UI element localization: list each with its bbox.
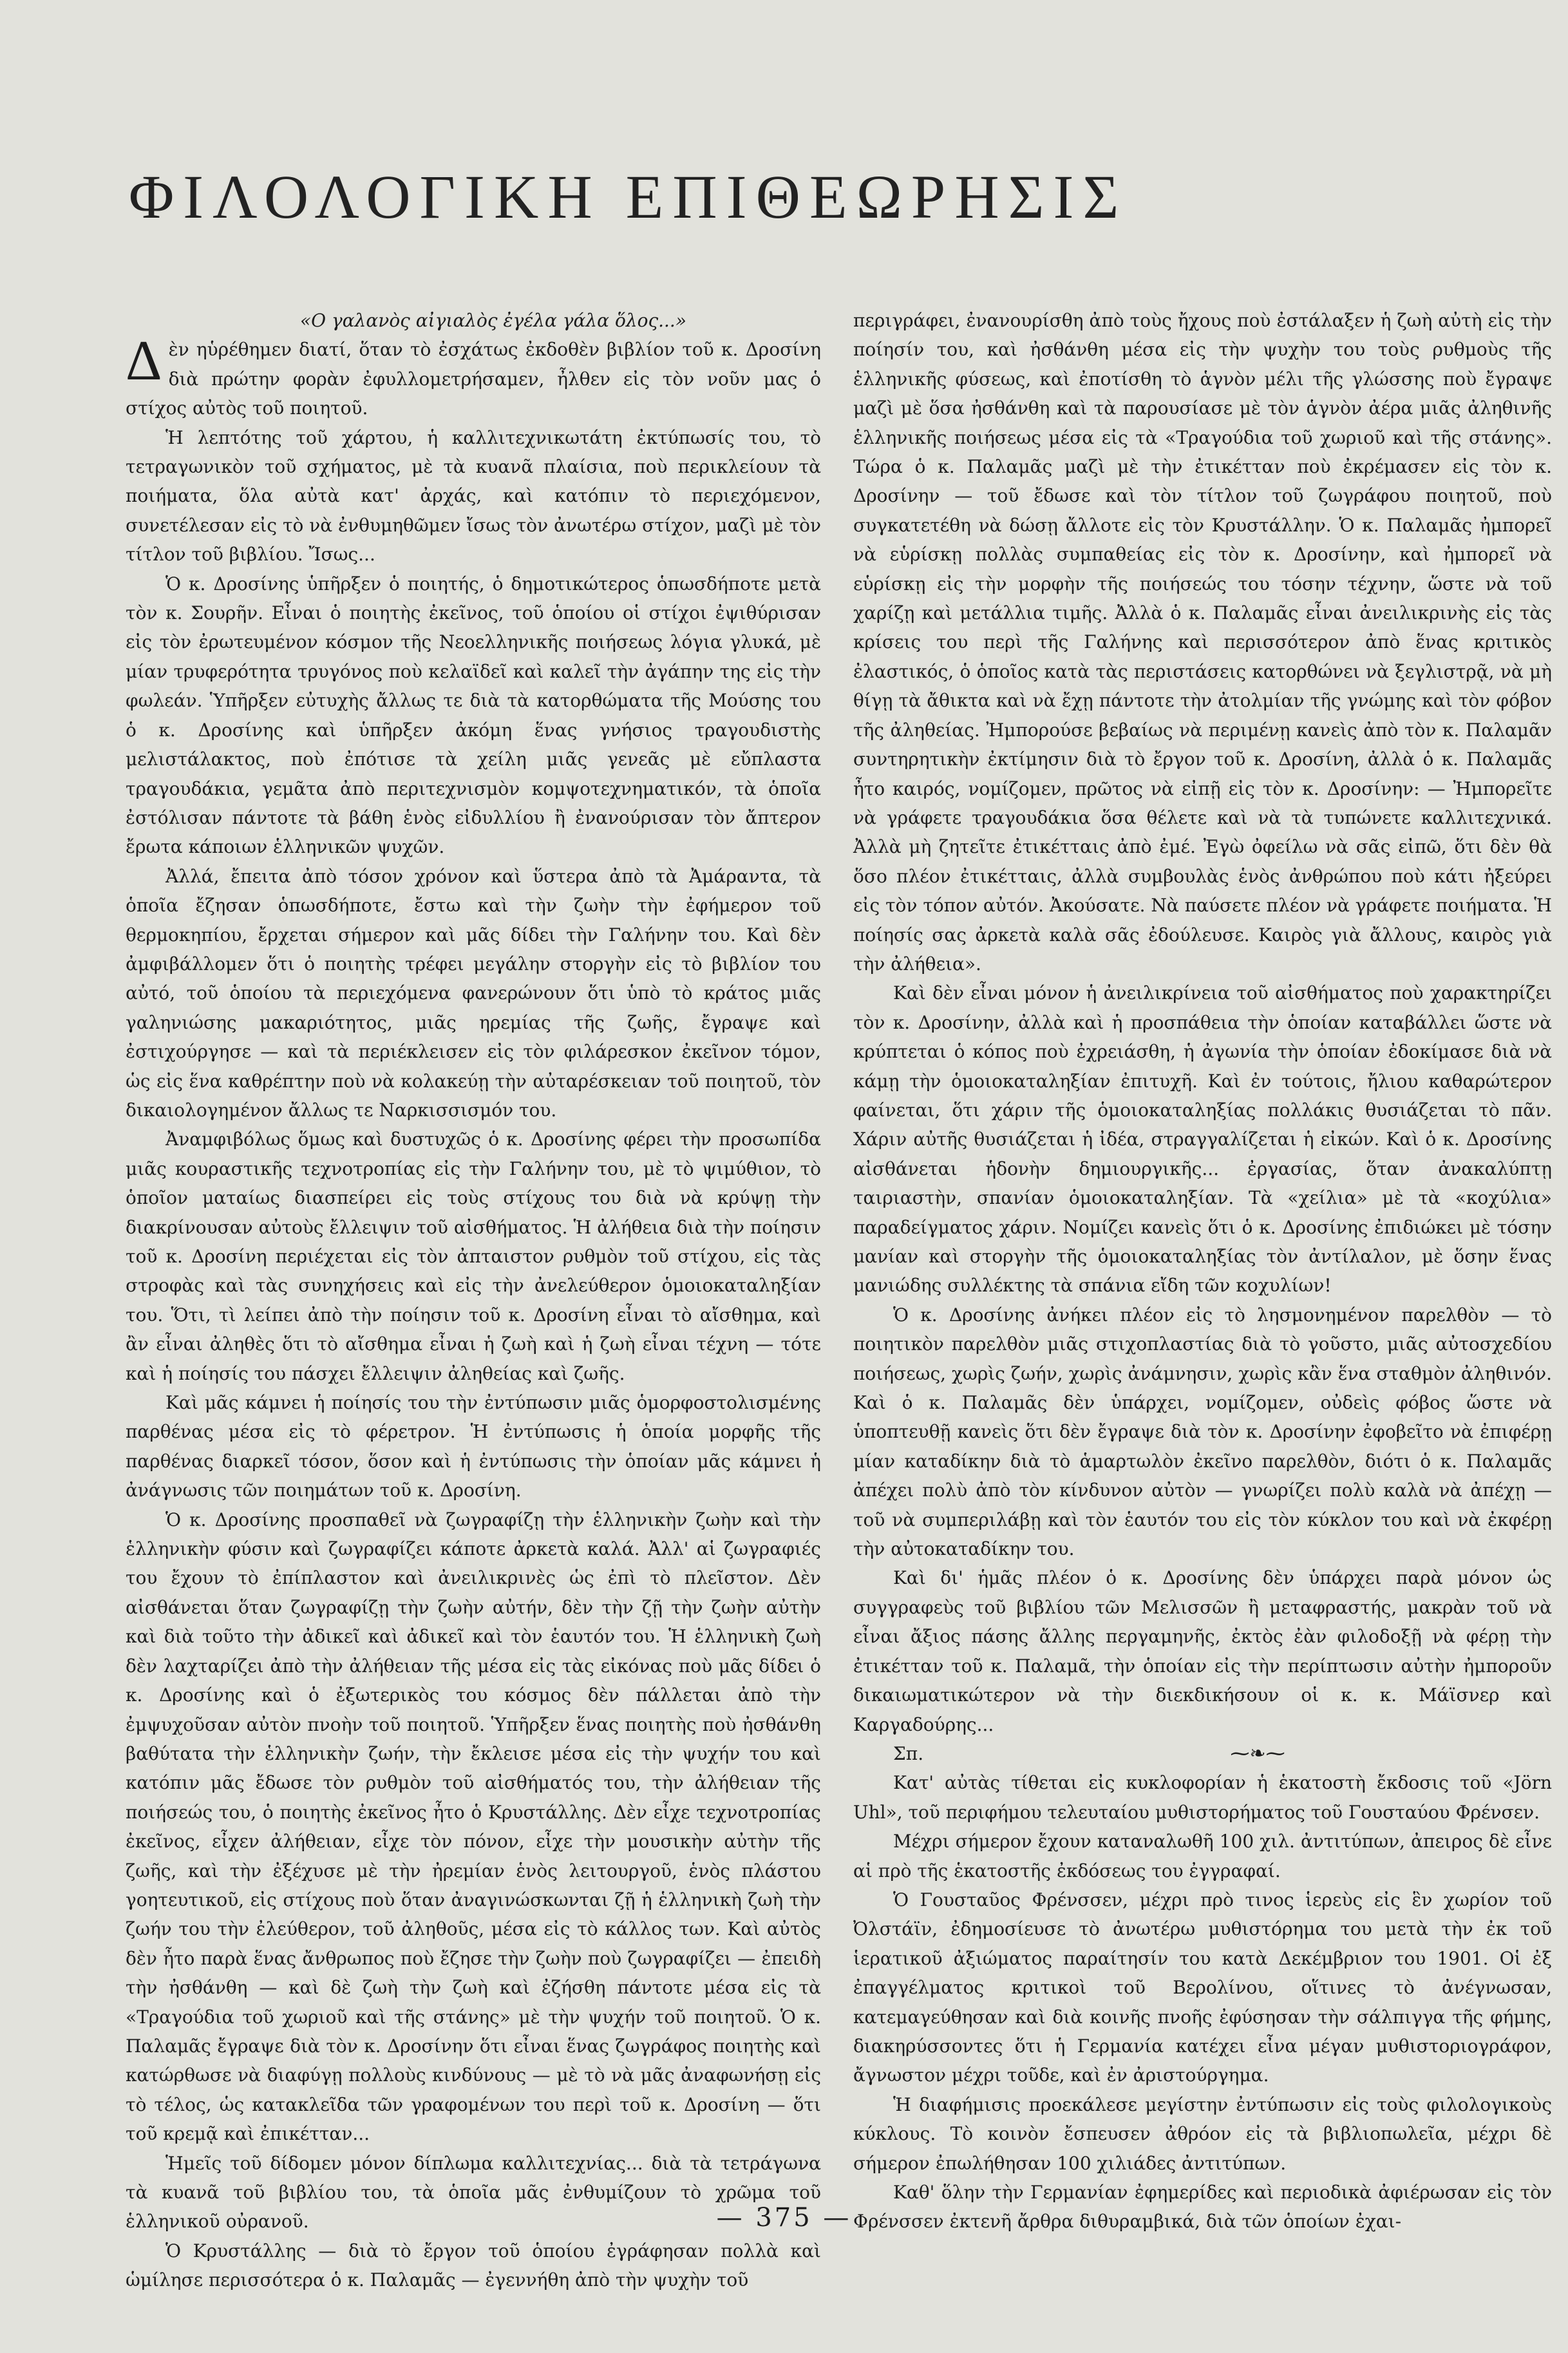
article-continued-paragraph-1: Καὶ δὲν εἶναι μόνον ἡ ἀνειλικρίνεια τοῦ αἰσθήματος ποὺ χαρακτηρίζει τὸν κ. Δροσίνην, ἀλλὰ καὶ ἡ προσπάθεια τὴν ὁποίαν καταβάλλει ὥστε νὰ κρύπτεται ὁ κόπος ποὺ ἐχρειάσθη, ἡ ἀγωνία τὴν ὁποίαν ἐδοκίμασε διὰ νὰ κάμῃ τὴν ὁμοιοκαταληξίαν ἐπιτυχῆ. Καὶ ἐν τούτοις, ἤλιου καθαρώτερον φαίνεται, ὅτι χάριν τῆς ὁμοιοκαταληξίας πολλάκις θυσιάζεται τὸ πᾶν. Χάριν αὐτῆς θυσιάζεται ἡ ἰδέα, στραγγαλίζεται ἡ εἰκών. Καὶ ὁ κ. Δροσίνης αἰσθάνεται ἡδονὴν δημιουργικῆς... ἐργασίας, ὅταν ἀνακαλύπτῃ ταιριαστὴν, σπανίαν ὁμοιοκαταληξίαν. Τὰ «χείλια» μὲ τὰ «κοχύλια» παραδείγματος χάριν. Νομίζει κανεὶς ὅτι ὁ κ. Δροσίνης ἐπιδιώκει μὲ τόσην μανίαν καὶ στοργὴν τῆς ὁμοιοκαταληξίας τὸν ἀντίλαλον, μὲ ὅσην ἕνας μανιώδης συλλέκτης τὰ σπάνια εἴδη τῶν κοχυλίων! [853, 982, 1552, 1297]
section-ornament: ⁓❧⁓ [1230, 1742, 1285, 1765]
article-paragraph-2: Ὁ κ. Δροσίνης ὑπῆρξεν ὁ ποιητής, ὁ δημοτικώτερος ὁπωσδήποτε μετὰ τὸν κ. Σουρῆν. Εἶναι ὁ ποιητὴς ἐκεῖνος, τοῦ ὁποίου οἱ στίχοι ἐψιθύρισαν εἰς τὸν ἐρωτευμένον κόσμον τῆς Νεοελληνικῆς ποιήσεως λόγια γλυκά, μὲ μίαν τρυφερότητα τρυγόνος ποὺ κελαϊδεῖ καὶ καλεῖ τὴν ἀγάπην της εἰς τὴν φωλεάν. Ὑπῆρξεν εὐτυχὴς ἄλλως τε διὰ τὰ κατορθώματα τῆς Μούσης του ὁ κ. Δροσίνης καὶ ὑπῆρξεν ἀκόμη ἕνας γνήσιος τραγουδιστὴς μελιστάλακτος, ποὺ ἐπότισε τὰ χείλη μιᾶς γενεᾶς μὲ εὔπλαστα τραγουδάκια, γεμᾶτα ἀπὸ περιτεχνισμὸν κομψοτεχνηματικόν, τὰ ὁποῖα ἐστόλισαν πάντοτε τὰ βάθη ἑνὸς εἰδυλλίου ἢ ἐνανούρισαν τὸν ἄπτερον ἔρωτα κάποιων ἑλληνικῶν ψυχῶν. [126, 573, 821, 858]
notice-paragraph-2: Ὁ Γουσταῦος Φρένσσεν, μέχρι πρὸ τινος ἱερεὺς εἰς ἓν χωρίον τοῦ Ὀλστάϊν, ἐδημοσίευσε τὸ ἀνωτέρω μυθιστόρημα του μετὰ τὴν ἐκ τοῦ ἱερατικοῦ ἀξιώματος παραίτησίν του κατὰ Δεκέμβριον του 1901. Οἱ ἐξ ἐπαγγέλματος κριτικοὶ τοῦ Βερολίνου, οἵτινες τὸ ἀνέγνωσαν, κατεμαγεύθησαν καὶ διὰ κοινῆς πνοῆς ἐφύσησαν τὴν σάλπιγγα τῆς φήμης, διακηρύσσοντες ὅτι ἡ Γερμανία κατέχει εἶνα μέγαν μυθιστοριογράφον, ἄγνωστον μέχρι τοῦδε, καὶ ἐν ἀριστούργημα. [853, 1889, 1552, 2086]
article-paragraph-3: Ἀλλά, ἔπειτα ἀπὸ τόσον χρόνον καὶ ὕστερα ἀπὸ τὰ Ἀμάραντα, τὰ ὁποῖα ἔζησαν ὁπωσδήποτε, ἔστω καὶ τὴν ζωὴν τὴν ἐφήμερον τοῦ θερμοκηπίου, ἔρχεται σήμερον καὶ μᾶς δίδει τὴν Γαλήνην του. Καὶ δὲν ἀμφιβάλλομεν ὅτι ὁ ποιητὴς τρέφει μεγάλην στοργὴν εἰς τὸ βιβλίον του αὐτό, τοῦ ὁποίου τὰ περιεχόμενα φανερώνουν ὅτι ὑπὸ τὸ κράτος μιᾶς γαληνιώσης μακαριότητος, μιᾶς ηρεμίας τῆς ζωῆς, ἔγραψε καὶ ἐστιχούργησε — καὶ τὰ περιέκλεισεν εἰς τὸν φιλάρεσκον ἐκεῖνον τόμον, ὡς εἰς ἕνα καθρέπτην ποὺ νὰ κολακεύῃ τὴν αὐταρέσκειαν τοῦ ποιητοῦ, τὸν δικαιολογημένον ἄλλως τε Ναρκισσισμόν του. [126, 865, 821, 1121]
notice-paragraph-3: Ἡ διαφήμισις προεκάλεσε μεγίστην ἐντύπωσιν εἰς τοὺς φιλολογικοὺς κύκλους. Τὸ κοινὸν ἔσπευσεν ἀθρόον εἰς τὰ βιβλιοπωλεῖα, μέχρι δὲ σήμερον ἐπωλήθησαν 100 χιλιάδες ἀντιτύπων. [853, 2093, 1552, 2174]
left-column [126, 306, 821, 2295]
article-headline: «Ο γαλανὸς αἰγιαλὸς ἐγέλα γάλα ὅλος...» [300, 310, 686, 331]
article-paragraph-1: Ἡ λεπτότης τοῦ χάρτου, ἡ καλλιτεχνικωτάτη ἐκτύπωσίς του, τὸ τετραγωνικὸν τοῦ σχήματος, μὲ τὰ κυανᾶ πλαίσια, ποὺ περικλείουν τὰ ποιήματα, ὅλα αὐτὰ κατ' ἀρχάς, καὶ κατόπιν τὸ περιεχόμενον, συνετέλεσαν εἰς τὸ νὰ ἐνθυμηθῶμεν ἴσως τὸν ἀνωτέρω στίχον, μαζὶ μὲ τὸν τίτλον τοῦ βιβλίου. Ἴσως... [126, 426, 821, 566]
article-continued-paragraph-0: περιγράφει, ἐνανουρίσθη ἀπὸ τοὺς ἤχους ποὺ ἐστάλαξεν ἡ ζωὴ αὐτὴ εἰς τὴν ποίησίν του, καὶ ἠσθάνθη μέσα εἰς τὴν ψυχὴν του τοὺς ρυθμοὺς τῆς ἑλληνικῆς φύσεως, καὶ ἐποτίσθη τὸ ἁγνὸν μέλι τῆς γλώσσης ποὺ ἔγραψε μαζὶ μὲ ὅσα ἠσθάνθη καὶ τὰ παρουσίασε μὲ τὸν ἁγνὸν ἀέρα μιᾶς ἀληθινῆς ἑλληνικῆς ποιήσεως μέσα εἰς τὰ «Τραγούδια τοῦ χωριοῦ καὶ τῆς στάνης». Τώρα ὁ κ. Παλαμᾶς μαζὶ μὲ τὴν ἐτικέτταν ποὺ ἐκρέμασεν εἰς τὸν κ. Δροσίνην — τοῦ ἔδωσε καὶ τὸν τίτλον τοῦ ζωγράφου ποιητοῦ, ποὺ συγκατετέθη νὰ δώσῃ ἄλλοτε εἰς τὸν Κρυστάλλην. Ὁ κ. Παλαμᾶς ἠμπορεῖ νὰ εὑρίσκῃ πολλὰς συμπαθείας εἰς τὸν κ. Δροσίνην, καὶ ἠμπορεῖ νὰ εὑρίσκῃ εἰς τὴν μορφὴν τῆς ποιήσεώς του τόσην τέχνην, ὥστε νὰ τοῦ χαρίζῃ καὶ μετάλλια τιμῆς. Ἀλλὰ ὁ κ. Παλαμᾶς εἶναι ἀνειλικρινὴς εἰς τὰς κρίσεις του περὶ τῆς Γαλήνης καὶ περισσότερον ἀπὸ ἕνας κριτικὸς ἐλαστικός, ὁ ὁποῖος κατὰ τὰς περιστάσεις κατορθώνει νὰ ξεγλιστρᾷ, νὰ μὴ θίγῃ τὰ ἄθικτα καὶ νὰ ἔχῃ πάντοτε τὴν ἀτολμίαν τῆς γνώμης καὶ τὸν φόβον τῆς ἀληθείας. Ἠμπορούσε βεβαίως νὰ περιμένῃ κανεὶς ἀπὸ τὸν κ. Παλαμᾶν συντηρητικὴν ἐκτίμησιν διὰ τὸ ἔργον τοῦ κ. Δροσίνη, ἀλλὰ ὁ κ. Παλαμᾶς ἦτο καιρός, νομίζομεν, πρῶτος νὰ εἰπῇ εἰς τὸν κ. Δροσίνην: — Ἠμπορεῖτε νὰ γράφετε τραγουδάκια ὅσα θέλετε καὶ νὰ τὰ τυπώνετε καλλιτεχνικά. Ἀλλὰ μὴ ζητεῖτε ἐτικέτταις ἀπὸ ἐμέ. Ἐγὼ ὀφείλω νὰ σᾶς εἰπῶ, ὅτι δὲν θὰ ὅσο πλέον ἐτικέτταις, ἀλλὰ συμβουλὰς ἑνὸς ἀνθρώπου ποὺ κάτι ἠξεύρει εἰς τὸν τόπον αὐτόν. Ἀκούσατε. Νὰ παύσετε πλέον νὰ γράφετε ποιήματα. Ἡ ποίησίς σας ἀρκετὰ καλὰ σᾶς ἐδούλευσε. Καιρὸς γιὰ ἄλλους, καιρὸς γιὰ τὴν ἀλήθεια». [853, 310, 1553, 975]
article-paragraph-7: Ἡμεῖς τοῦ δίδομεν μόνον δίπλωμα καλλιτεχνίας... διὰ τὰ τετράγωνα τὰ κυανᾶ τοῦ βιβλίου του, τὰ ὁποῖα μᾶς ἐνθυμίζουν τὸ χρῶμα τοῦ ἑλληνικοῦ οὐρανοῦ. [126, 2152, 821, 2233]
right-column: περιγράφει, ἐνανουρίσθη ἀπὸ τοὺς ἤχους ποὺ ἐστάλαξεν ἡ ζωὴ αὐτὴ εἰς τὴν ποίησίν του, καὶ ἠσθάνθη μέσα εἰς τὴν ψυχὴν του τοὺς ρυθμοὺς τῆς ἑλληνικῆς φύσεως, καὶ ἐποτίσθη τὸ ἁγνὸν μέλι τῆς γλώσσης ποὺ ἔγραψε μαζὶ μὲ ὅσα ἠσθάνθη καὶ τὰ παρουσίασε μὲ τὸν ἁγνὸν ἀέρα μιᾶς ἀληθινῆς ἑλληνικῆς ποιήσεως μέσα εἰς τὰ «Τραγούδια τοῦ χωριοῦ καὶ τῆς στάνης». Τώρα ὁ κ. Παλαμᾶς μαζὶ μὲ τὴν ἐτικέτταν ποὺ ἐκρέμασεν εἰς τὸν κ. Δροσίνην — τοῦ ἔδωσε καὶ τὸν τίτλον τοῦ ζωγράφου ποιητοῦ, ποὺ συγκατετέθη νὰ δώσῃ ἄλλοτε εἰς τὸν Κρυστάλλην. Ὁ κ. Παλαμᾶς ἠμπορεῖ νὰ εὑρίσκῃ πολλὰς συμπαθείας εἰς τὸν κ. Δροσίνην, καὶ ἠμπορεῖ νὰ εὑρίσκῃ εἰς τὴν μορφὴν τῆς ποιήσεώς του τόσην τέχνην, ὥστε νὰ τοῦ χαρίζῃ καὶ μετάλλια τιμῆς. Ἀλλὰ ὁ κ. Παλαμᾶς εἶναι ἀνειλικρινὴς εἰς τὰς κρίσεις του περὶ τῆς Γαλήνης καὶ περισσότερον ἀπὸ ἕνας κριτικὸς ἐλαστικός, ὁ ὁποῖος κατὰ τὰς περιστάσεις κατορθώνει νὰ ξεγλιστρᾷ, νὰ μὴ θίγῃ τὰ ἄθικτα καὶ νὰ ἔχῃ πάντοτε τὴν ἀτολμίαν τῆς γνώμης καὶ τὸν φόβον τῆς ἀληθείας. Ἠμπορούσε βεβαίως νὰ περιμένῃ κανεὶς ἀπὸ τὸν κ. Παλαμᾶν συντηρητικὴν ἐκτίμησιν διὰ τὸ ἔργον τοῦ κ. Δροσίνη, ἀλλὰ ὁ κ. Παλαμᾶς ἦτο καιρός, νομίζομεν, πρῶτος νὰ εἰπῇ εἰς τὸν κ. Δροσίνην: — Ἠμπορεῖτε νὰ γράφετε τραγουδάκια ὅσα θέλετε καὶ νὰ τὰ τυπώνετε καλλιτεχνικά. Ἀλλὰ μὴ ζητεῖτε ἐτικέτταις ἀπὸ ἐμέ. Ἐγὼ ὀφείλω νὰ σᾶς εἰπῶ, ὅτι δὲν θὰ ὅσο πλέον ἐτικέτταις, ἀλλὰ συμβουλὰς ἑνὸς ἀνθρώπου ποὺ κάτι ἠξεύρει εἰς τὸν τόπον αὐτόν. Ἀκούσατε. Νὰ παύσετε πλέον νὰ γράφετε ποιήματα. Ἡ ποίησίς σας ἀρκετὰ καλὰ σᾶς ἐδούλευσε. Καιρὸς γιὰ ἄλλους, καιρὸς γιὰ τὴν ἀλήθεια». Καὶ δὲν εἶναι μόνον ἡ ἀνειλικρίνεια τοῦ αἰσθήματος ποὺ χαρακτηρίζει τὸν κ. Δροσίνην, ἀλλὰ καὶ ἡ προσπάθεια τὴν ὁποίαν καταβάλλει ὥστε νὰ κρύπτεται ὁ κόπος ποὺ ἐχρειάσθη, ἡ ἀγωνία τὴν ὁποίαν ἐδοκίμασε διὰ νὰ κάμῃ τὴν ὁμοιοκαταληξίαν ἐπιτυχῆ. Καὶ ἐν τούτοις, ἤλιου καθαρώτερον φαίνεται, ὅτι χάριν τῆς ὁμοιοκαταληξίας πολλάκις θυσιάζεται τὸ πᾶν. Χάριν αὐτῆς θυσιάζεται ἡ ἰδέα, στραγγαλίζεται ἡ εἰκών. Καὶ ὁ κ. Δροσίνης αἰσθάνεται ἡδονὴν δημιουργικῆς... ἐργασίας, ὅταν ἀνακαλύπτῃ ταιριαστὴν, σπανίαν ὁμοιοκαταληξίαν. Τὰ «χείλια» μὲ τὰ «κοχύλια» παραδείγματος χάριν. Νομίζει κανεὶς ὅτι ὁ κ. Δροσίνης ἐπιδιώκει μὲ τόσην μανίαν καὶ στοργὴν τῆς ὁμοιοκαταληξίας τὸν ἀντίλαλον, μὲ ὅσην ἕνας μανιώδης συλλέκτης τὰ σπάνια εἴδη τῶν κοχυλίων! Ὁ κ. Δροσίνης ἀνήκει πλέον εἰς τὸ λησμονημένον παρελθὸν — τὸ ποιητικὸν παρελθὸν μιᾶς στιχοπλαστίας διὰ τὸ γοῦστο, μιᾶς αὐτοσχεδίου ποιήσεως, χωρὶς ζωήν, χωρὶς ἀνάμνησιν, χωρὶς κἂν ἕνα σταθμὸν ἀληθινόν. Καὶ ὁ κ. Παλαμᾶς δὲν ὑπάρχει, νομίζομεν, οὐδεὶς φόβος ὥστε νὰ ὑποπτευθῇ κανεὶς ὅτι δὲν ἔγραψε διὰ τὸν κ. Δροσίνην ἐφοβεῖτο νὰ ἐπιφέρῃ μίαν καταδίκην διὰ τὸ ἁμαρτωλὸν ἐκεῖνο παρελθὸν, διότι ὁ κ. Παλαμᾶς ἀπέχει πολὺ ἀπὸ τὸν κίνδυνον αὐτὸν — γνωρίζει πολὺ καλὰ νὰ ἀπέχῃ — τοῦ νὰ συμπεριλάβῃ καὶ τὸν ἑαυτόν του εἰς τὸν κύκλον του καὶ νὰ ἐκφέρῃ τὴν αὐτοκαταδίκην του. Καὶ δι' ἡμᾶς πλέον ὁ κ. Δροσίνης δὲν ὑπάρχει παρὰ μόνον ὡς συγγραφεὺς τοῦ βιβλίου τῶν Μελισσῶν ἢ μεταφραστής, μακρὰν τοῦ νὰ εἶναι ἄξιος πάσης ἄλλης περγαμηνῆς, ἐκτὸς ἐὰν φιλοδοξῇ νὰ φέρῃ τὴν ἐτικέτταν τοῦ κ. Παλαμᾶ, τὴν ὁποίαν εἰς τὴν περίπτωσιν αὐτὴν ἠμποροῦν δικαιωματικώτερον νὰ τὴν διεκδικήσουν οἱ κ. κ. Μάϊσνερ καὶ Καργαδούρης... Σπ. ⁓❧⁓ Κατ' αὐτὰς τίθεται εἰς κυκλοφορίαν ἡ ἑκατοστὴ ἔκδοσις τοῦ «Jörn Uhl», τοῦ περιφήμου τελευταίου μυθιστορήματος τοῦ Γουσταύου Φρένσεν. Μέχρι σήμερον ἔχουν καταναλωθῆ 100 χιλ. ἀντιτύπων, ἀπειρος δὲ εἶνε αἱ πρὸ τῆς ἑκατοστῆς ἐκδόσεως του ἐγγραφαί. Ὁ Γουσταῦος Φρένσσεν, μέχρι πρὸ τινος ἱερεὺς εἰς ἓν χωρίον τοῦ Ὀλστάϊν, ἐδημοσίευσε τὸ ἀνωτέρω μυθιστόρημα του μετὰ τὴν ἐκ τοῦ ἱερατικοῦ ἀξιώματος παραίτησίν του κατὰ Δεκέμβριον του 1901. Οἱ ἐξ ἐπαγγέλματος κριτικοὶ τοῦ Βερολίνου, οἵτινες τὸ ἀνέγνωσαν, κατεμαγεύθησαν καὶ διὰ κοινῆς πνοῆς ἐφύσησαν τὴν σάλπιγγα τῆς φήμης, διακηρύσσοντες ὅτι ἡ Γερμανία κατέχει εἶνα μέγαν μυθιστοριογράφον, ἄγνωστον μέχρι τοῦδε, καὶ ἐν ἀριστούργημα. Ἡ διαφήμισις προεκάλεσε μεγίστην ἐντύπωσιν εἰς τοὺς φιλολογικοὺς κύκλους. Τὸ κοινὸν ἔσπευσεν ἀθρόον εἰς τὰ βιβλιοπωλεῖα, μέχρι δὲ σήμερον ἐπωλήθησαν 100 χιλιάδες ἀντιτύπων. Καθ' ὅλην τὴν Γερμανίαν ἐφημερίδες καὶ περιοδικὰ ἀφιέρωσαν εἰς τὸν Φρένσσεν ἐκτενῆ ἄρθρα διθυραμβικά, διὰ τῶν ὁποίων ἐχαι- [853, 306, 1552, 2236]
article-paragraph-8: Ὁ Κρυστάλλης — διὰ τὸ ἔργον τοῦ ὁποίου ἐγράφησαν πολλὰ καὶ ὡμίλησε περισσότερα ὁ κ. Παλαμᾶς — ἐγεννήθη ἀπὸ τὴν ψυχὴν τοῦ [126, 2240, 821, 2291]
article-continued-paragraph-3: Καὶ δι' ἡμᾶς πλέον ὁ κ. Δροσίνης δὲν ὑπάρχει παρὰ μόνον ὡς συγγραφεὺς τοῦ βιβλίου τῶν Μελισσῶν ἢ μεταφραστής, μακρὰν τοῦ νὰ εἶναι ἄξιος πάσης ἄλλης περγαμηνῆς, ἐκτὸς ἐὰν φιλοδοξῇ νὰ φέρῃ τὴν ἐτικέτταν τοῦ κ. Παλαμᾶ, τὴν ὁποίαν εἰς τὴν περίπτωσιν αὐτὴν ἠμποροῦν δικαιωματικώτερον νὰ τὴν διεκδικήσουν οἱ κ. κ. Μάϊσνερ καὶ Καργαδούρης... [853, 1567, 1552, 1735]
journal-title: ΦΙΛΟΛΟΓΙΚΗ ΕΠΙΘΕΩΡΗΣΙΣ [129, 162, 1128, 231]
article-paragraph-0: Δὲν ηὑρέθημεν διατί, ὅταν τὸ ἐσχάτως ἐκδοθὲν βιβλίον τοῦ κ. Δροσίνη διὰ πρώτην φορὰν ἐφυλλομετρήσαμεν, ἦλθεν εἰς τὸν νοῦν μας ὁ στίχος αὐτὸς τοῦ ποιητοῦ. [126, 330, 821, 419]
notice-paragraph-0: Κατ' αὐτὰς τίθεται εἰς κυκλοφορίαν ἡ ἑκατοστὴ ἔκδοσις τοῦ «Jörn Uhl», τοῦ περιφήμου τελευταίου μυθιστορήματος τοῦ Γουσταύου Φρένσεν. [853, 1772, 1552, 1823]
page-number: — 375 — [716, 2203, 852, 2233]
drop-cap: Δ [126, 330, 162, 393]
article-continued-paragraph-2: Ὁ κ. Δροσίνης ἀνήκει πλέον εἰς τὸ λησμονημένον παρελθὸν — τὸ ποιητικὸν παρελθὸν μιᾶς στιχοπλαστίας διὰ τὸ γοῦστο, μιᾶς αὐτοσχεδίου ποιήσεως, χωρὶς ζωήν, χωρὶς ἀνάμνησιν, χωρὶς κἂν ἕνα σταθμὸν ἀληθινόν. Καὶ ὁ κ. Παλαμᾶς δὲν ὑπάρχει, νομίζομεν, οὐδεὶς φόβος ὥστε νὰ ὑποπτευθῇ κανεὶς ὅτι δὲν ἔγραψε διὰ τὸν κ. Δροσίνην ἐφοβεῖτο νὰ ἐπιφέρῃ μίαν καταδίκην διὰ τὸ ἁμαρτωλὸν ἐκεῖνο παρελθὸν, διότι ὁ κ. Παλαμᾶς ἀπέχει πολὺ ἀπὸ τὸν κίνδυνον αὐτὸν — γνωρίζει πολὺ καλὰ νὰ ἀπέχῃ — τοῦ νὰ συμπεριλάβῃ καὶ τὸν ἑαυτόν του εἰς τὸν κύκλον του καὶ νὰ ἐκφέρῃ τὴν αὐτοκαταδίκην του. [853, 1304, 1552, 1560]
article-paragraph-5: Καὶ μᾶς κάμνει ἡ ποίησίς του τὴν ἐντύπωσιν μιᾶς ὁμορφοστολισμένης παρθένας μέσα εἰς τὸ φέρετρον. Ἡ ἐντύπωσις ἡ ὁποία μορφῆς τῆς παρθένας διαρκεῖ τόσον, ὅσον καὶ ἡ ἐντύπωσις τὴν ὁποίαν μᾶς κάμνει ἡ ἀνάγνωσις τῶν ποιημάτων τοῦ κ. Δροσίνη. [126, 1392, 821, 1501]
notice-paragraph-4: Καθ' ὅλην τὴν Γερμανίαν ἐφημερίδες καὶ περιοδικὰ ἀφιέρωσαν εἰς τὸν Φρένσσεν ἐκτενῆ ἄρθρα διθυραμβικά, διὰ τῶν ὁποίων ἐχαι- [853, 2182, 1552, 2233]
notice-paragraph-1: Μέχρι σήμερον ἔχουν καταναλωθῆ 100 χιλ. ἀντιτύπων, ἀπειρος δὲ εἶνε αἱ πρὸ τῆς ἑκατοστῆς ἐκδόσεως του ἐγγραφαί. [853, 1831, 1552, 1881]
article-paragraph-4: Ἀναμφιβόλως ὅμως καὶ δυστυχῶς ὁ κ. Δροσίνης φέρει τὴν προσωπίδα μιᾶς κουραστικῆς τεχνοτροπίας εἰς τὴν Γαλήνην του, μὲ τὸ ψιμύθιον, τὸ ὁποῖον ματαίως διασπείρει εἰς τοὺς στίχους του διὰ νὰ κρύψῃ τὴν διακρίνουσαν αὐτοὺς ἔλλειψιν τοῦ αἰσθήματος. Ἡ ἀλήθεια διὰ τὴν ποίησιν τοῦ κ. Δροσίνη περιέχεται εἰς τὸν ἀπταιστον ρυθμὸν τοῦ στίχου, εἰς τὰς στροφὰς καὶ τὰς συνηχήσεις καὶ εἰς τὴν ἀνελεύθερον ὁμοιοκαταληξίαν του. Ὅτι, τὶ λείπει ἀπὸ τὴν ποίησιν τοῦ κ. Δροσίνη εἶναι τὸ αἴσθημα, καὶ ἂν εἶναι ἀληθὲς ὅτι τὸ αἴσθημα εἶναι ἡ ζωὴ καὶ ἡ ζωὴ εἶναι τέχνη — τότε καὶ ἡ ποίησίς του πάσχει ἔλλειψιν ἀληθείας καὶ ζωῆς. [126, 1129, 821, 1384]
article-paragraph-6: Ὁ κ. Δροσίνης προσπαθεῖ νὰ ζωγραφίζῃ τὴν ἑλληνικὴν ζωὴν καὶ τὴν ἑλληνικὴν φύσιν καὶ ζωγραφίζει κάποτε ἀρκετὰ καλά. Ἀλλ' αἱ ζωγραφιές του ἔχουν τὸ ἐπίπλαστον καὶ ἀνειλικρινὲς ὡς ἐπὶ τὸ πλεῖστον. Δὲν αἰσθάνεται ὅταν ζωγραφίζῃ τὴν ζωὴν αὐτήν, δὲν τὴν ζῇ τὴν ζωὴν αὐτὴν καὶ διὰ τοῦτο τὴν ἀδικεῖ καὶ ἀδικεῖ καὶ τὸν ἑαυτόν του. Ἡ ἑλληνικὴ ζωὴ δὲν λαχταρίζει ἀπὸ τὴν ἀλήθειαν τῆς μέσα εἰς τὰς εἰκόνας ποὺ μᾶς δίδει ὁ κ. Δροσίνης καὶ ὁ ἐξωτερικὸς του κόσμος δὲν πάλλεται ἀπὸ τὴν ἐμψυχοῦσαν αὐτὸν πνοὴν τοῦ ποιητοῦ. Ὑπῆρξεν ἕνας ποιητὴς ποὺ ἠσθάνθη βαθύτατα τὴν ἑλληνικὴν ζωήν, τὴν ἔκλεισε μέσα εἰς τὴν ψυχήν του καὶ κατόπιν μᾶς ἔδωσε τὸν ρυθμὸν τοῦ αἰσθήματός του, τὴν ἀλήθειαν τῆς ποιήσεώς του, ὁ ποιητὴς ἐκεῖνος ἦτο ὁ Κρυστάλλης. Δὲν εἶχε τεχνοτροπίας ἐκεῖνος, εἶχεν ἀλήθειαν, εἶχε τὸν πόνον, εἶχε τὴν μουσικὴν αὐτὴν τῆς ζωῆς, καὶ τὴν ἐξέχυσε μὲ τὴν ἠρεμίαν ἑνὸς λειτουργοῦ, ἑνὸς πλάστου γοητευτικοῦ, εἰς στίχους ποὺ ὅταν ἀναγινώσκωνται ζῇ ἡ ἑλληνικὴ ζωὴ τὴν ζωήν του τὴν ἐλεύθερον, τοῦ ἀληθοῦς, μέσα εἰς τὸ κάλλος των. Καὶ αὐτὸς δὲν ἦτο παρὰ ἕνας ἄνθρωπος ποὺ ἔζησε τὴν ζωὴν ποὺ ζωγραφίζει — ἐπειδὴ τὴν ἠσθάνθη — καὶ δὲ ζωὴ τὴν ζωὴ καὶ ἐζήσθη πάντοτε μέσα εἰς τὰ «Τραγούδια τοῦ χωριοῦ καὶ τῆς στάνης» μὲ τὴν ψυχήν τοῦ ποιητοῦ. Ὁ κ. Παλαμᾶς ἔγραψε διὰ τὸν κ. Δροσίνην ὅτι εἶναι ἕνας ζωγράφος ποιητὴς καὶ κατώρθωσε νὰ διαφύγῃ πολλοὺς κινδύνους — μὲ τὸ νὰ μᾶς ἀναφωνήσῃ εἰς τὸ τέλος, ὡς κατακλεῖδα τῶν γραφομένων του περὶ τοῦ κ. Δροσίνη — ὅτι τοῦ κρεμᾷ καὶ ἐπικέτταν... [126, 1509, 821, 2145]
